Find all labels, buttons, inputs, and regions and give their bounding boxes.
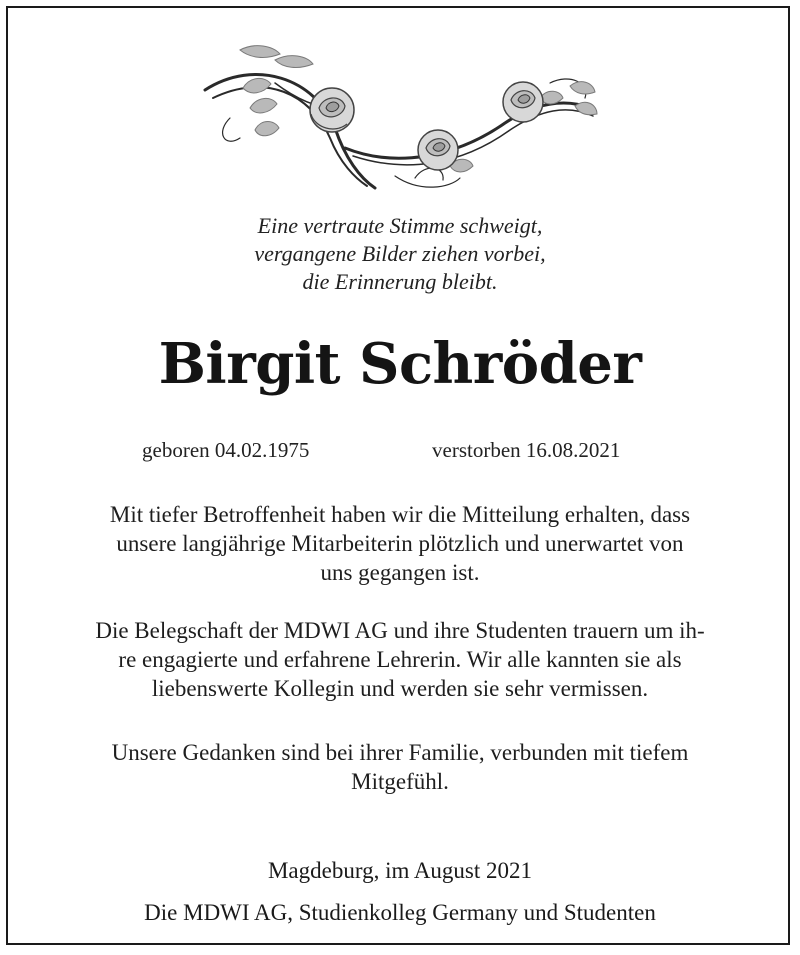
verse-line: vergangene Bilder ziehen vorbei,: [254, 241, 546, 266]
deceased-name: Birgit Schröder: [158, 331, 642, 397]
verse-line: Eine vertraute Stimme schweigt,: [257, 213, 543, 238]
text-line: re engagierte und erfahrene Lehrerin. Wir alle kannten sie als: [118, 647, 682, 672]
condolence-paragraph-2: [20, 616, 780, 703]
signers: Die MDWI AG, Studienkolleg Germany und Studenten: [144, 900, 656, 925]
rose-garland-icon: [195, 38, 605, 198]
text-line: Mitgefühl.: [351, 769, 449, 794]
condolence-paragraph-1: [20, 500, 780, 587]
condolence-paragraph-3: [20, 738, 780, 796]
text-line: liebenswerte Kollegin und werden sie sehr vermissen.: [151, 676, 649, 701]
text-line: uns gegangen ist.: [320, 560, 480, 585]
text-line: Unsere Gedanken sind bei ihrer Familie, verbunden mit tiefem: [111, 740, 689, 765]
place-and-date: Magdeburg, im August 2021: [267, 858, 533, 883]
text-line: Die Belegschaft der MDWI AG und ihre Studenten trauern um ih-: [95, 618, 705, 643]
text-line: Mit tiefer Betroffenheit haben wir die Mitteilung erhalten, dass: [109, 502, 691, 527]
birth-date: geboren 04.02.1975: [142, 438, 310, 462]
death-date: verstorben 16.08.2021: [432, 438, 621, 462]
verse-line: die Erinnerung bleibt.: [302, 269, 498, 294]
text-line: unsere langjährige Mitarbeiterin plötzlich und unerwartet von: [116, 531, 684, 556]
memorial-verse: [0, 212, 800, 296]
